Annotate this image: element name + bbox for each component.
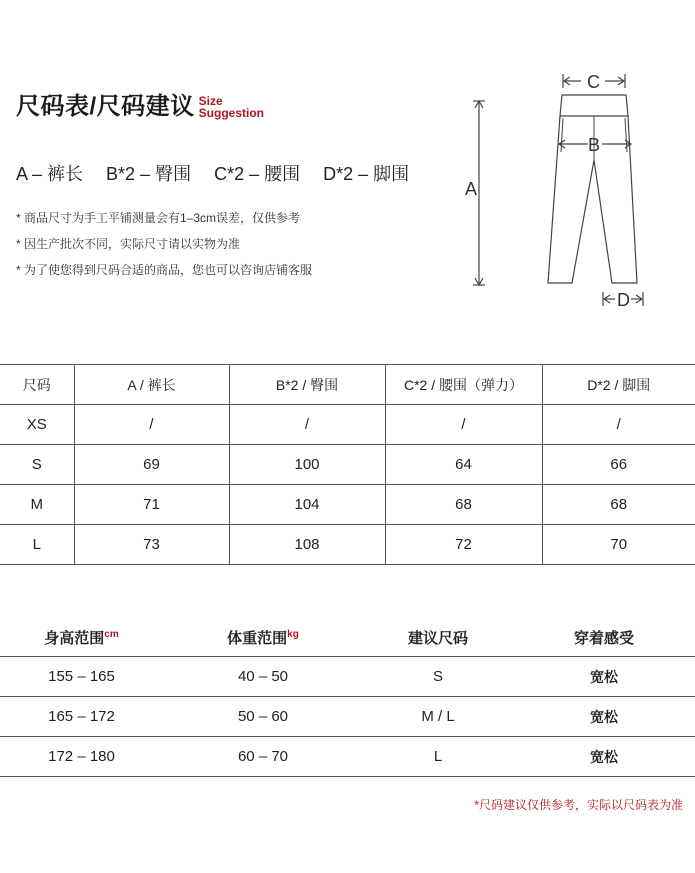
- size-cell: M: [0, 485, 74, 525]
- value-cell: 68: [542, 485, 695, 525]
- table-row: [0, 657, 695, 697]
- diagram-label-b: B: [588, 135, 601, 155]
- notes: [16, 205, 312, 283]
- value-cell: 72: [385, 525, 542, 565]
- weight-cell: 60 – 70: [163, 737, 363, 777]
- diagram-label-a: A: [465, 179, 478, 199]
- size-cell: M / L: [363, 697, 513, 737]
- height-cell: 155 – 165: [0, 657, 163, 697]
- header-cell: B*2 / 臀围: [229, 365, 385, 405]
- value-cell: 104: [229, 485, 385, 525]
- weight-cell: 50 – 60: [163, 697, 363, 737]
- footnote: *尺码建议仅供参考，实际以尺码表为准: [474, 798, 683, 812]
- header-height: 身高范围: [44, 629, 105, 647]
- title-en-line2: Suggestion: [198, 106, 265, 120]
- size-table: [0, 364, 695, 565]
- size-cell: XS: [0, 405, 74, 445]
- value-cell: 68: [385, 485, 542, 525]
- value-cell: 71: [74, 485, 229, 525]
- title-main: 尺码表/尺码建议: [16, 93, 195, 120]
- header-cell: [0, 618, 163, 657]
- legend-a: A – 裤长: [16, 164, 84, 184]
- value-cell: 73: [74, 525, 229, 565]
- diagram-label-c: C: [587, 72, 600, 92]
- header-cell: 尺码: [0, 365, 74, 405]
- size-cell: L: [363, 737, 513, 777]
- value-cell: 64: [385, 445, 542, 485]
- header-cell: C*2 / 腰围（弹力）: [385, 365, 542, 405]
- size-cell: S: [363, 657, 513, 697]
- legend-c: C*2 – 腰围: [214, 164, 301, 184]
- value-cell: /: [542, 405, 695, 445]
- size-table-header: [0, 365, 695, 405]
- size-cell: S: [0, 445, 74, 485]
- header-cell: A / 裤长: [74, 365, 229, 405]
- title-en-line1: Size: [198, 94, 223, 108]
- value-cell: 66: [542, 445, 695, 485]
- value-cell: 100: [229, 445, 385, 485]
- table-row: [0, 525, 695, 565]
- value-cell: /: [385, 405, 542, 445]
- header-cell: D*2 / 脚围: [542, 365, 695, 405]
- legend-d: D*2 – 脚围: [323, 164, 410, 184]
- header-weight: 体重范围: [227, 629, 288, 647]
- note-item: * 为了使您得到尺码合适的商品，您也可以咨询店铺客服: [16, 263, 313, 277]
- header-cell: [163, 618, 363, 657]
- table-row: [0, 485, 695, 525]
- table-row: [0, 697, 695, 737]
- pants-waistband: [560, 95, 628, 116]
- pants-diagram: [465, 68, 655, 308]
- diagram-label-d: D: [617, 290, 630, 308]
- value-cell: 108: [229, 525, 385, 565]
- note-item: * 因生产批次不同，实际尺寸请以实物为准: [16, 237, 241, 251]
- suggestion-table: [0, 618, 695, 777]
- title-english: [199, 95, 264, 119]
- height-cell: 172 – 180: [0, 737, 163, 777]
- unit-kg: kg: [287, 628, 299, 640]
- table-row: [0, 405, 695, 445]
- value-cell: /: [229, 405, 385, 445]
- fit-cell: 宽松: [513, 737, 695, 777]
- table-row: [0, 445, 695, 485]
- legend-b: B*2 – 臀围: [106, 164, 192, 184]
- value-cell: /: [74, 405, 229, 445]
- suggestion-table-header: [0, 618, 695, 657]
- page-title: [16, 86, 264, 121]
- fit-cell: 宽松: [513, 697, 695, 737]
- measurement-legend: [16, 160, 427, 186]
- header-cell: 穿着感受: [513, 618, 695, 657]
- height-cell: 165 – 172: [0, 697, 163, 737]
- table-row: [0, 737, 695, 777]
- value-cell: 70: [542, 525, 695, 565]
- weight-cell: 40 – 50: [163, 657, 363, 697]
- unit-cm: cm: [104, 628, 119, 640]
- size-cell: L: [0, 525, 74, 565]
- fit-cell: 宽松: [513, 657, 695, 697]
- note-item: * 商品尺寸为手工平铺测量会有1–3cm误差，仅供参考: [16, 211, 301, 225]
- header-cell: 建议尺码: [363, 618, 513, 657]
- value-cell: 69: [74, 445, 229, 485]
